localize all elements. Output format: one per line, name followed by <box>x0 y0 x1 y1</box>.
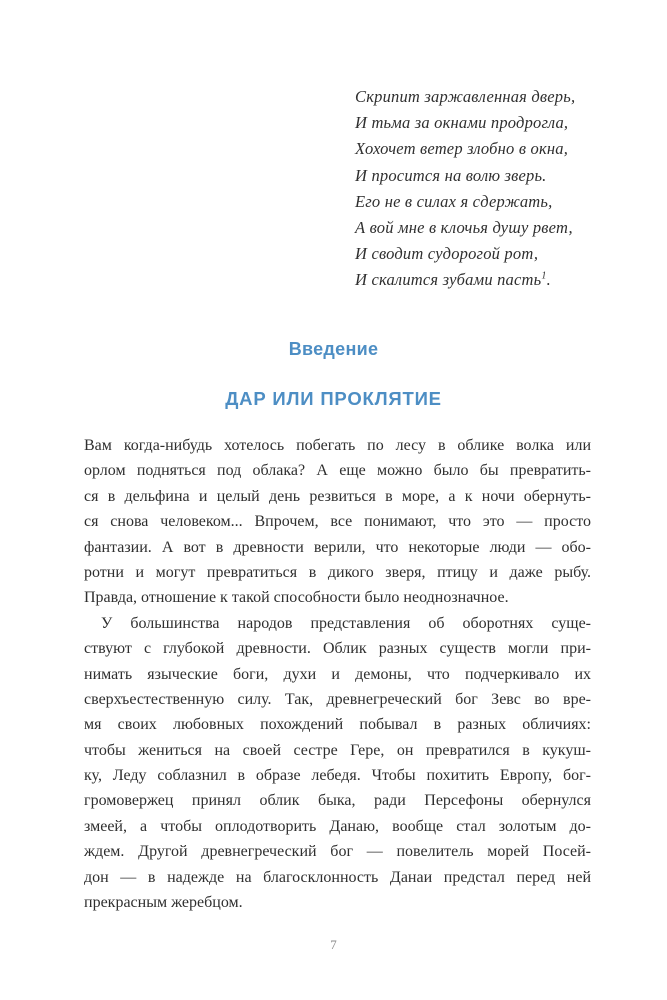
epigraph-last-line <box>355 267 575 293</box>
text-line: орлом подняться под облака? А еще можно было бы превратить- <box>84 462 591 480</box>
section-title: ДАР ИЛИ ПРОКЛЯТИЕ <box>225 388 442 409</box>
text-line: нимать языческие боги, духи и демоны, что подчеркивало их <box>84 665 591 683</box>
text-line: сверхъестественную силу. Так, древнегреческий бог Зевс во вре- <box>84 690 591 708</box>
text-line: И сводит судорогой рот, <box>355 244 539 264</box>
text-line: И тьма за окнами продрогла, <box>355 113 569 133</box>
epigraph-last-line-punctuation: . <box>546 270 551 290</box>
text-line: А вой мне в клочья душу рвет, <box>355 218 573 238</box>
text-line: ствуют с глубокой древности. Облик разных существ могли при- <box>84 640 591 658</box>
text-line: дон — в надежде на благосклонность Данаи предстал перед ней <box>84 868 591 886</box>
epigraph-poem <box>355 84 575 294</box>
paragraph-2 <box>84 611 591 916</box>
text-line: Хохочет ветер злобно в окна, <box>355 139 569 159</box>
text-line: И просится на волю зверь. <box>355 165 547 185</box>
body-text <box>84 433 591 915</box>
epigraph-lines <box>355 84 575 267</box>
text-line: ротни и могут превратиться в дикого зверя, птицу и даже рыбу. <box>84 563 591 581</box>
text-line: ку, Леду соблазнил в образе лебедя. Чтобы похитить Европу, бог- <box>84 767 591 785</box>
text-line: У большинства народов представления об оборотнях суще- <box>101 614 591 632</box>
text-line: громовержец принял облик быка, ради Персефоны обернулся <box>84 792 591 810</box>
text-line: Скрипит заржавленная дверь, <box>355 87 576 106</box>
text-line: Вам когда-нибудь хотелось побегать по лесу в облике волка или <box>84 437 591 454</box>
page-number: 7 <box>330 937 337 952</box>
text-line: мя своих любовных похождений побывал в разных обличиях: <box>84 716 591 734</box>
text-line: чтобы жениться на своей сестре Гере, он превратился в кукуш- <box>84 741 591 759</box>
text-line: Правда, отношение к такой способности было неоднозначное. <box>84 589 509 607</box>
text-line: ся в дельфина и целый день резвиться в море, а к ночи обернуть- <box>84 487 591 505</box>
text-line: ждем. Другой древнегреческий бог — повелитель морей Посей- <box>84 843 591 861</box>
chapter-title: Введение <box>288 339 379 359</box>
paragraph-1 <box>84 433 591 611</box>
text-line: прекрасным жеребцом. <box>84 894 243 912</box>
text-line: ся снова человеком... Впрочем, все понимают, что это — просто <box>84 513 591 531</box>
epigraph-last-line-text: И скалится зубами пасть <box>355 270 542 290</box>
text-line: Его не в силах я сдержать, <box>355 191 553 211</box>
footnote-marker: 1 <box>541 270 547 282</box>
text-line: фантазии. А вот в древности верили, что некоторые люди — обо- <box>84 538 591 556</box>
text-line: змеей, а чтобы оплодотворить Данаю, вообще стал золотым до- <box>84 817 591 835</box>
